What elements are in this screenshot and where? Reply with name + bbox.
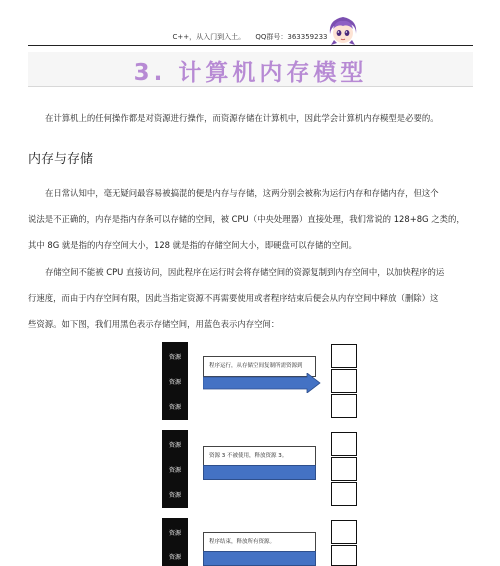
memory-cell: [331, 432, 357, 456]
resource-label: 资源: [168, 404, 181, 411]
intro-paragraph: 在计算机上的任何操作都是对资源进行操作，而资源存储在计算机中，因此学会计算机内存模型是必要的。: [45, 113, 439, 123]
memory-cell: [331, 369, 357, 393]
para2-line-3: 些资源。如下图，我们用黑色表示存储空间，用蓝色表示内存空间：: [28, 319, 280, 329]
panel1-note: 程序运行，从存储空间复制所需资源到: [203, 356, 316, 377]
section-heading: 内存与存储: [28, 152, 94, 167]
para1-line-3: 其中 8G 就是指的内存空间大小，128 就是指的存储空间大小，即硬盘可以存储的空间。: [28, 240, 357, 250]
storage-column-3: [162, 518, 188, 566]
copy-arrow: [203, 373, 321, 393]
memory-bar: [203, 551, 316, 566]
memory-bar: [203, 465, 316, 480]
resource-label: 资源: [168, 467, 181, 474]
page-title: 3. 计算机内存模型: [133, 60, 368, 86]
memory-cell: [331, 482, 357, 506]
panel3-note: 程序结束，释放所有资源。: [203, 532, 316, 553]
para2-line-1: 存储空间不能被 CPU 直接访问，因此程序在运行时会将存储空间的资源复制到内存空间中，以加快程序的运: [45, 267, 445, 277]
header-left-text: C++，从入门到入土。: [172, 33, 246, 41]
resource-label: 资源: [168, 379, 181, 386]
panel2-note: 资源 3 不被使用，释放资源 3。: [203, 446, 316, 467]
para1-line-1: 在日常认知中，毫无疑问最容易被搞混的便是内存与存储，这两分别会被称为运行内存和存储内存，但这个: [45, 188, 439, 198]
storage-column-1: [162, 342, 188, 420]
para1-line-2: 说法是不正确的，内存是指内存条可以存储的空间，被 CPU（中央处理器）直接处理，我们常说的 128+8G 之类的，: [28, 214, 465, 224]
memory-cell: [331, 394, 357, 418]
memory-cell: [331, 520, 357, 544]
para2-line-2: 行速度，而由于内存空间有限，因此当指定资源不再需要使用或者程序结束后便会从内存空间中释放（删除）这: [28, 293, 439, 303]
storage-column-2: [162, 430, 188, 508]
resource-label: 资源: [168, 492, 181, 499]
memory-cell: [331, 344, 357, 368]
header-right-text: QQ群号：363359233: [255, 33, 328, 41]
resource-label: 资源: [168, 554, 181, 561]
memory-cell: [331, 545, 357, 566]
memory-cell: [331, 457, 357, 481]
resource-label: 资源: [168, 530, 181, 537]
resource-label: 资源: [168, 354, 181, 361]
resource-label: 资源: [168, 442, 181, 449]
